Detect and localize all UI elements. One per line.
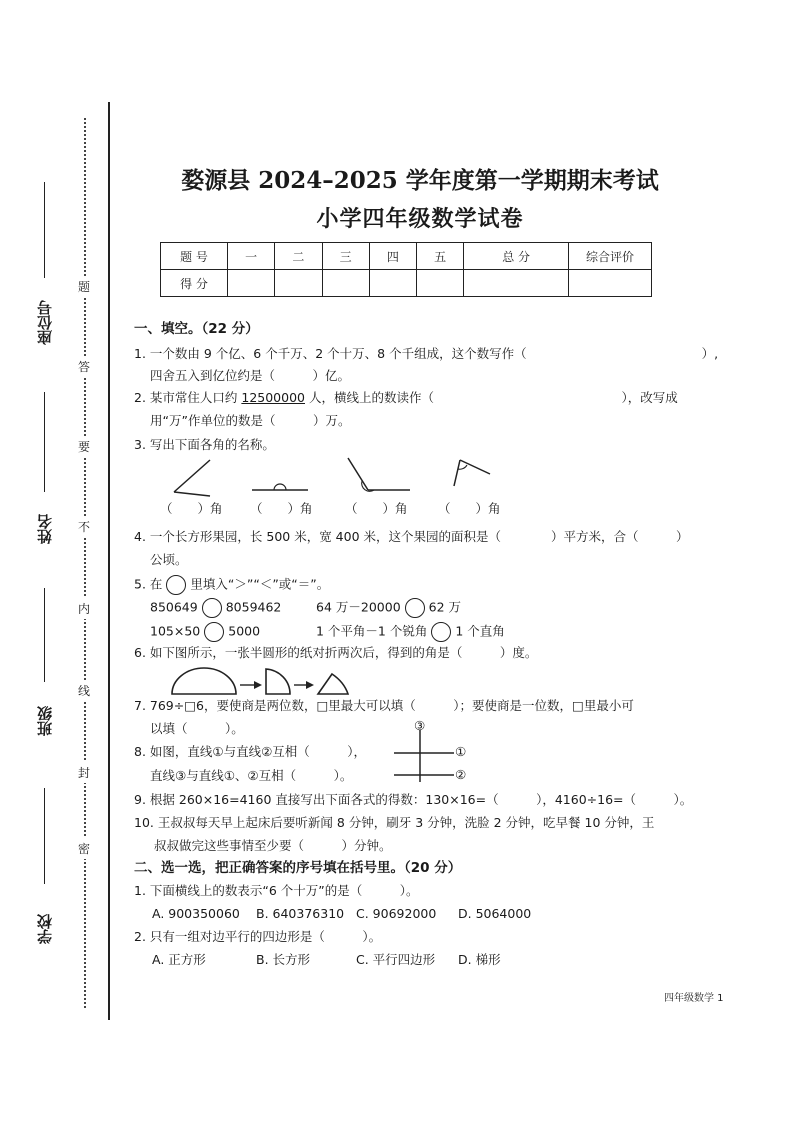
score-input-cell[interactable] (417, 270, 464, 297)
q2-text-post: 人，横线上的数读作（ ），改写成 (305, 390, 678, 405)
q2-line2: 用“万”作单位的数是（ ）万。 (150, 413, 351, 428)
line-label-3: ③ (414, 718, 426, 733)
s2-q1-option-a: A. 900350060 (152, 906, 240, 921)
s2-q1-text: 1. 下面横线上的数表示“6 个十万”的是（ ）。 (134, 883, 419, 898)
score-cell: 总 分 (464, 243, 569, 270)
s2-q1-option-d: D. 5064000 (458, 906, 532, 921)
q5-row2-a (150, 622, 260, 642)
score-table-score-row (161, 270, 652, 297)
compare-right: 62 万 (428, 599, 462, 615)
obtuse-angle-figure (348, 458, 410, 491)
q4-line1: 4. 一个长方形果园，长 500 米，宽 400 米，这个果园的面积是（ ）平方米，合（ ） (134, 529, 689, 544)
score-cell: 题 号 (161, 243, 228, 270)
seal-char: 不 (78, 516, 90, 537)
circle-blank (166, 575, 186, 595)
s2-q2-option-c: C. 平行四边形 (356, 952, 436, 967)
class-label: 班级 (36, 706, 54, 736)
s2-q1-option-b: B. 640376310 (256, 906, 345, 921)
angle-answer-2: （ ）角 (250, 501, 313, 516)
name-label: 姓名 (36, 514, 54, 544)
q3-text: 3. 写出下面各角的名称。 (134, 437, 275, 452)
score-input-cell[interactable] (464, 270, 569, 297)
semicircle-shape (172, 668, 236, 694)
acute-angle-arc-figure (454, 460, 490, 486)
straight-angle-figure (252, 484, 308, 490)
score-input-cell[interactable] (275, 270, 322, 297)
quarter-circle-shape (266, 669, 290, 694)
compare-circle[interactable] (204, 622, 224, 642)
class-blank-line (44, 588, 45, 682)
compare-left: 64 万－20000 (316, 599, 401, 615)
arrow-icon (306, 681, 314, 689)
score-cell: 得 分 (161, 270, 228, 297)
seat-label: 座位号 (36, 300, 54, 345)
seal-char: 内 (78, 598, 90, 619)
compare-left: 850649 (150, 599, 198, 615)
seal-char: 要 (78, 436, 90, 457)
section1-heading: 一、填空。（22 分） (134, 321, 259, 337)
q7-line2: 以填（ ）。 (150, 721, 244, 736)
q8-line1: 8. 如图，直线①与直线②互相（ ）， (134, 744, 367, 759)
s2-q2-text: 2. 只有一组对边平行的四边形是（ ）。 (134, 929, 382, 944)
folding-figure (168, 666, 358, 698)
score-cell: 五 (417, 243, 464, 270)
line-label-2: ② (455, 767, 467, 782)
compare-circle[interactable] (431, 622, 451, 642)
q1-line1: 1. 一个数由 9 个亿、6 个千万、2 个十万、8 个千组成，这个数写作（ ）, (134, 346, 719, 361)
compare-right: 1 个直角 (455, 623, 505, 639)
compare-right: 5000 (228, 623, 261, 639)
q10-line1: 10. 王叔叔每天早上起床后要听新闻 8 分钟，刷牙 3 分钟，洗脸 2 分钟，吃早餐 10 分钟，王 (134, 815, 655, 830)
seal-char: 题 (78, 276, 90, 297)
q2-underlined-number: 12500000 (241, 390, 305, 405)
angle-answer-4: （ ）角 (438, 501, 501, 516)
score-cell: 四 (369, 243, 416, 270)
angle-answer-3: （ ）角 (345, 501, 408, 516)
binding-solid-line (108, 102, 110, 1020)
score-cell: 综合评价 (569, 243, 652, 270)
section2-heading: 二、选一选，把正确答案的序号填在括号里。（20 分） (134, 860, 462, 876)
seal-char: 线 (78, 680, 90, 701)
score-cell: 三 (322, 243, 369, 270)
s2-q2-option-d: D. 梯形 (458, 952, 501, 967)
score-cell: 二 (275, 243, 322, 270)
arrow-icon (254, 681, 262, 689)
s2-q2-option-b: B. 长方形 (256, 952, 311, 967)
score-input-cell[interactable] (369, 270, 416, 297)
acute-angle-figure (174, 460, 210, 496)
q2-text-pre: 2. 某市常住人口约 (134, 390, 242, 405)
q5-row2-b (316, 622, 505, 642)
s2-q1-option-c: C. 90692000 (356, 906, 437, 921)
score-table (160, 242, 652, 297)
seat-blank-line (44, 182, 45, 278)
compare-circle[interactable] (202, 598, 222, 618)
q6-text: 6. 如下图所示，一张半圆形的纸对折两次后，得到的角是（ ）度。 (134, 645, 538, 660)
seal-dotted-line (84, 118, 86, 1008)
q5-text (134, 575, 329, 595)
sector-shape (318, 674, 348, 694)
score-cell: 一 (228, 243, 275, 270)
school-label: 学校 (36, 914, 54, 944)
q7-line1: 7. 769÷□6，要使商是两位数，□里最大可以填（ ）；要使商是一位数，□里最小可 (134, 698, 634, 713)
score-input-cell[interactable] (569, 270, 652, 297)
compare-right: 8059462 (225, 599, 282, 615)
q5-text-pre: 5. 在 (134, 576, 163, 592)
q4-line2: 公顷。 (150, 552, 188, 567)
exam-title: 婺源县 2024–2025 学年度第一学期期末考试 (181, 167, 659, 194)
compare-left: 1 个平角－1 个锐角 (316, 623, 428, 639)
seal-char: 密 (78, 838, 90, 859)
q9-text: 9. 根据 260×16=4160 直接写出下面各式的得数：130×16=（ ），4160÷16=（ ）。 (134, 792, 693, 807)
score-input-cell[interactable] (322, 270, 369, 297)
page-footer: 四年级数学 1 (664, 993, 724, 1004)
school-blank-line (44, 788, 45, 884)
q8-line2: 直线③与直线①、②互相（ ）。 (150, 768, 353, 783)
seal-char: 答 (78, 356, 90, 377)
s2-q2-option-a: A. 正方形 (152, 952, 206, 967)
score-table-header-row (161, 243, 652, 270)
q10-line2: 叔叔做完这些事情至少要（ ）分钟。 (154, 838, 392, 853)
q5-row1-a (150, 598, 281, 618)
angle-answer-1: （ ）角 (160, 501, 223, 516)
compare-circle[interactable] (405, 598, 425, 618)
angle-figures (160, 456, 680, 500)
q5-row1-b (316, 598, 461, 618)
name-blank-line (44, 392, 45, 492)
exam-subtitle: 小学四年级数学试卷 (316, 206, 524, 232)
q5-text-post: 里填入“＞”“＜”或“＝”。 (190, 576, 330, 592)
q2-line1 (134, 390, 678, 406)
q1-line2: 四舍五入到亿位约是（ ）亿。 (150, 368, 351, 383)
seal-char: 封 (78, 762, 90, 783)
line-label-1: ① (455, 744, 467, 759)
compare-left: 105×50 (150, 623, 201, 639)
score-input-cell[interactable] (228, 270, 275, 297)
